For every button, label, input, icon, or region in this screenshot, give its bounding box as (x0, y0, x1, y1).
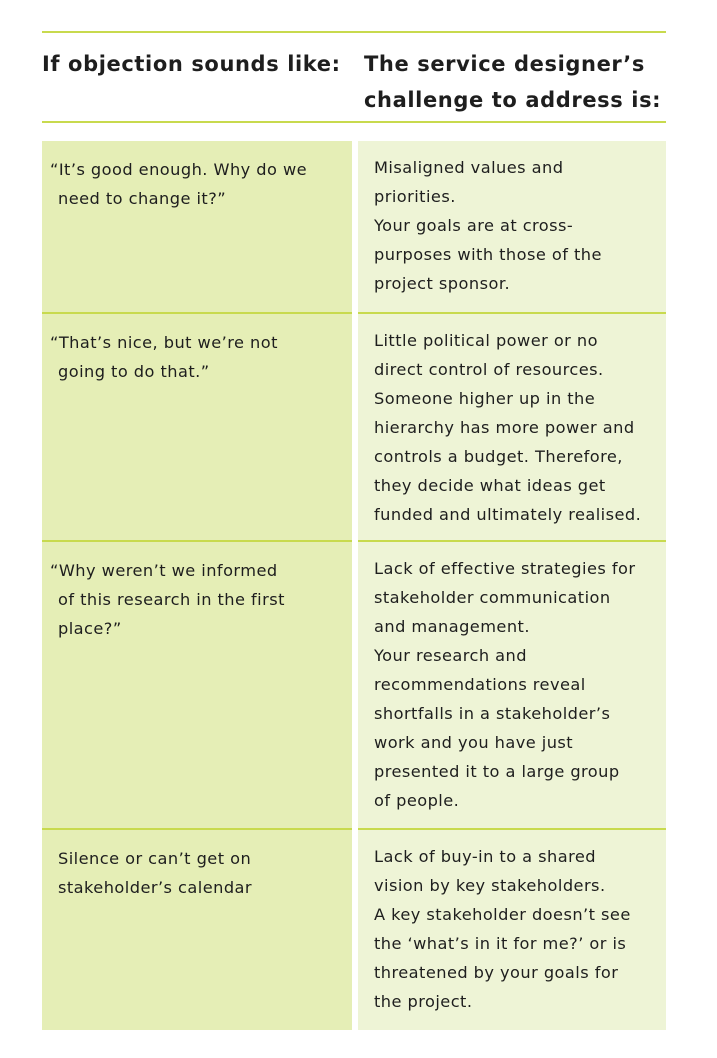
objection-line: stakeholder’s calendar (58, 878, 253, 897)
challenge-line: funded and ultimately realised. (374, 505, 642, 524)
challenge-line: work and you have just (374, 733, 574, 752)
challenge-line: threatened by your goals for (374, 963, 619, 982)
challenge-line: of people. (374, 791, 460, 810)
challenge-line: Lack of buy-in to a shared (374, 847, 596, 866)
objection-cell (42, 314, 352, 540)
challenge-line: Someone higher up in the (374, 389, 596, 408)
challenge-line: they decide what ideas get (374, 476, 606, 495)
challenge-line: A key stakeholder doesn’t see (374, 905, 631, 924)
objection-line: Silence or can’t get on (58, 849, 252, 868)
objections-table-page (42, 31, 666, 1030)
challenge-cell (358, 141, 666, 312)
challenge-line: vision by key stakeholders. (374, 876, 606, 895)
challenge-line: shortfalls in a stakeholder’s (374, 704, 611, 723)
challenge-line: hierarchy has more power and (374, 418, 635, 437)
table-row (42, 830, 666, 1030)
objection-line: “That’s nice, but we’re not (50, 333, 278, 352)
challenge-line: Misaligned values and (374, 158, 564, 177)
challenge-line: and management. (374, 617, 530, 636)
challenge-line: purposes with those of the (374, 245, 602, 264)
table-row (42, 542, 666, 828)
objection-line: of this research in the first (58, 590, 285, 609)
header-challenge-line-1: The service designer’s (364, 52, 645, 76)
objection-line: “Why weren’t we informed (50, 561, 278, 580)
challenge-line: Your research and (374, 646, 527, 665)
challenge-line: Lack of effective strategies for (374, 559, 636, 578)
challenge-line: the ‘what’s in it for me?’ or is (374, 934, 627, 953)
challenge-line: presented it to a large group (374, 762, 620, 781)
header-objection: If objection sounds like: (42, 52, 341, 76)
challenge-line: Your goals are at cross- (374, 216, 574, 235)
challenge-line: direct control of resources. (374, 360, 604, 379)
challenge-cell (358, 542, 666, 828)
challenge-line: project sponsor. (374, 274, 511, 293)
objection-line: going to do that.” (58, 362, 210, 381)
challenge-line: the project. (374, 992, 473, 1011)
table-header (42, 33, 666, 121)
challenge-line: Little political power or no (374, 331, 598, 350)
challenge-line: priorities. (374, 187, 456, 206)
challenge-cell (358, 830, 666, 1030)
table-row (42, 141, 666, 312)
challenge-cell (358, 314, 666, 540)
objection-line: “It’s good enough. Why do we (50, 160, 308, 179)
objection-line: place?” (58, 619, 122, 638)
header-challenge (364, 33, 666, 118)
objection-cell (42, 141, 352, 312)
objection-line: need to change it?” (58, 189, 227, 208)
challenge-line: controls a budget. Therefore, (374, 447, 623, 466)
objection-cell (42, 542, 352, 828)
table-row (42, 314, 666, 540)
objections-table (42, 141, 666, 1030)
challenge-line: recommendations reveal (374, 675, 586, 694)
objection-cell (42, 830, 352, 1030)
challenge-line: stakeholder communication (374, 588, 611, 607)
header-challenge-line-2: challenge to address is: (364, 88, 662, 112)
